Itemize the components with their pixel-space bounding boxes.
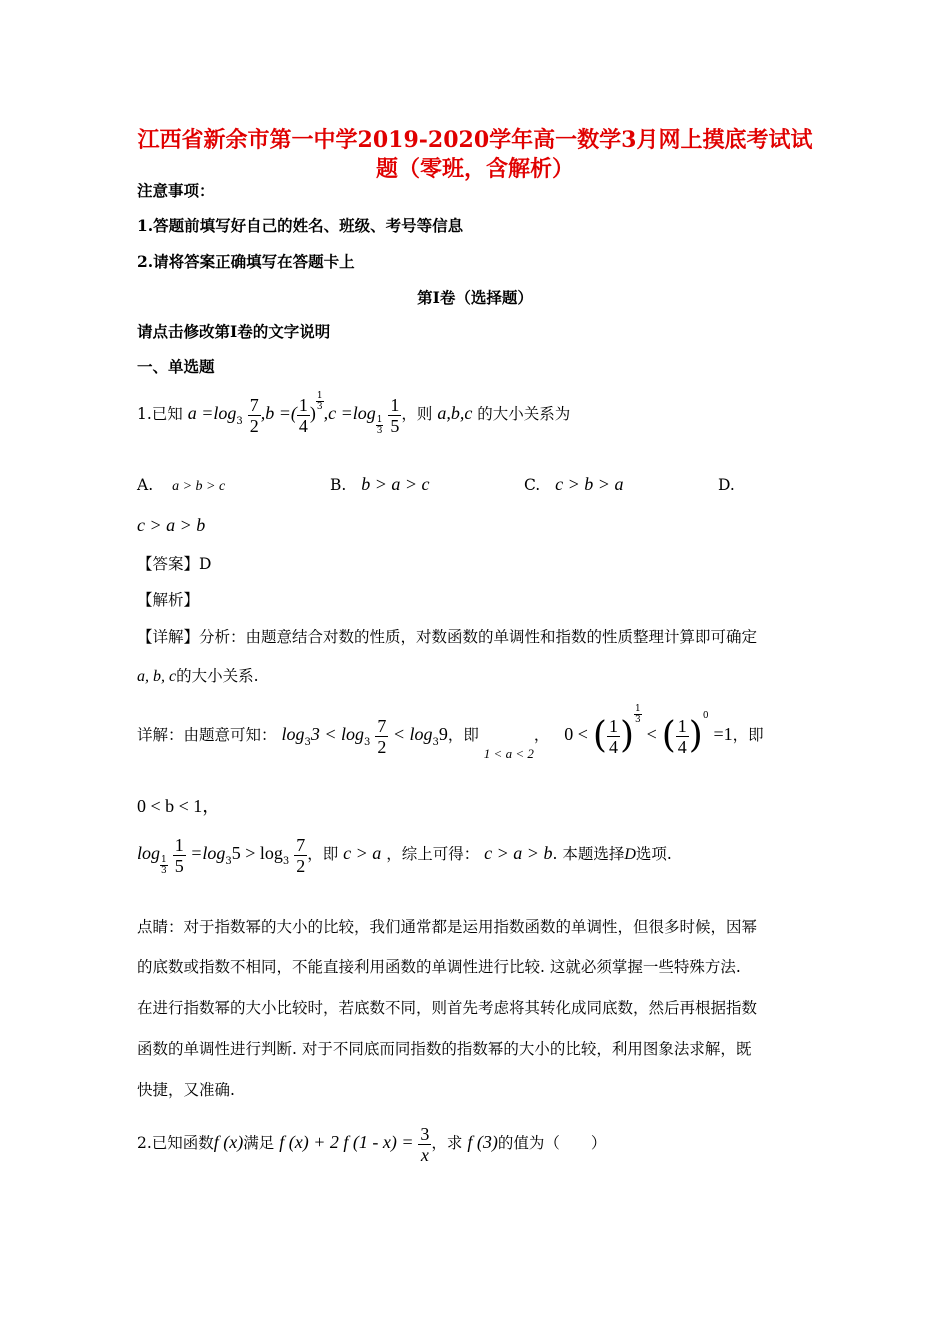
numerator: 1 [316,390,323,401]
log-b: 3 < log [310,724,364,744]
log-base: 3 [432,737,439,748]
option-d-text: c > a > b [137,515,206,535]
detail-text: 分析：由题意结合对数的性质，对数函数的单调性和指数的性质整理计算即可确定 [199,628,758,646]
comment-line-3: 在进行指数幂的大小比较时，若底数不同，则首先考虑将其转化成同底数，然后再根据指数 [137,999,758,1017]
option-b-label: B. [330,476,347,494]
q2-fx: f (x) [213,1132,244,1152]
q2-f3: f (3) [467,1132,498,1152]
denominator: 4 [608,736,618,757]
log-c-c: 5 > log [231,843,283,863]
log-d: 9 [438,724,448,744]
question-2-stem [137,1117,606,1168]
quarter-fraction-2 [676,716,689,757]
numerator: 1 [161,854,167,865]
q2-equation-left: f (x) + 2 f (1 - x) = [279,1132,414,1152]
b-range: 0 < b < 1， [137,796,221,816]
comment-line-1: 点睛：对于指数幂的大小的比较，我们通常都是运用指数函数的单调性，但很多时候，因幂 [137,918,758,936]
notice-item-2: 2.请将答案正确填写在答题卡上 [137,252,355,271]
log-a: log [281,724,305,744]
third-base [160,855,168,876]
detail-line-1 [137,625,757,647]
option-c-text: c > b > a [555,474,624,494]
seven-half-fraction [294,835,307,876]
comma: ， [533,726,550,744]
q1-suffix: 的大小关系为 [477,405,571,423]
third-exponent [634,704,642,725]
option-a-text: a > b > c [172,479,226,494]
numerator: 1 [634,703,641,714]
question-1-stem: 1.已知 $a =\log_3$ $\frac{7}{2}$ ,b =( $\frac{1}{4}$ ) $\frac{1}{3},c =\log$ $\frac{1}{3}$ $\frac{1}{5}$ ，则 a,b,c 的大小关系为 [137,390,571,436]
eq-one: =1 [713,724,733,744]
option-b[interactable] [330,474,430,495]
q2-satisfies: 满足 [243,1134,275,1152]
denominator: 5 [390,415,400,436]
q1-b-def: ,b =( [260,403,297,423]
q1-a-def: a =log [187,403,237,423]
numerator: 3 [420,1123,430,1144]
final-text: . 本题选择 [552,845,625,863]
q1-then: ，则 [401,405,433,423]
option-a-label: A. [137,476,154,494]
log-c: < log [388,724,433,744]
option-d-label: D. [718,476,735,494]
ji-2: ，即 [732,726,764,744]
numerator: 1 [298,394,308,415]
numerator: 1 [677,715,687,736]
volume-note: 请点击修改第Ⅰ卷的文字说明 [137,322,331,341]
option-a[interactable] [137,476,225,495]
denominator: 3 [634,714,641,725]
numerator: 1 [174,834,184,855]
document-title-line-1: 江西省新余市第一中学2019-2020学年高一数学3月网上摸底考试试 [137,127,813,153]
fifth-fraction [173,835,186,876]
q1-a-base: 3 [236,416,243,427]
detail-vars: a, b, c [137,668,177,685]
a-range: 1 < a < 2 [483,746,534,761]
log-base: 3 [364,737,371,748]
numerator: 1 [376,414,383,425]
denominator: 2 [296,855,306,876]
denominator: x [420,1144,429,1165]
q2-find: ，求 [431,1134,463,1152]
option-c-label: C. [524,476,541,494]
denominator: 3 [316,401,323,412]
work-line-3 [137,826,672,884]
answer-label: 【答案】 [137,555,200,573]
q1-prefix: 1.已知 [137,405,183,423]
ji: ，即 [447,726,479,744]
q1-b-exponent [316,391,324,412]
comment-line-5: 快捷，又准确. [137,1081,235,1099]
q2-prefix: 2.已知函数 [137,1134,214,1152]
notice-heading: 注意事项： [137,181,215,200]
option-d[interactable] [718,476,735,494]
work-prefix: 详解：由题意可知： [137,726,277,744]
log-base: 3 [282,856,290,867]
denominator: 2 [377,736,387,757]
answer-value: D [199,555,212,573]
log-base: 3 [304,737,311,748]
quarter-fraction [607,716,620,757]
option-b-text: b > a > c [361,474,430,494]
denominator: 5 [174,855,184,876]
detail-label: 【详解】 [137,628,200,646]
comment-line-2: 的底数或指数不相同，不能直接利用函数的单调性进行比较. 这就必须掌握一些特殊方法. [137,958,741,976]
answer-line [137,552,211,574]
q1-vars: a,b,c [437,403,473,423]
denominator: 3 [376,425,383,436]
final-order: c > a > b [484,843,553,863]
numerator: 7 [249,394,259,415]
work-line-1: 详解：由题意可知： $\log_33 < \log_3$ $\frac{7}{2}$ < $\log_39$，即 $_{1 < a < 2}$， 0 < ( $\frac{1}{4}$ ) $\frac{1}{3}$ < ( $\frac{1}{4}$ )$^0$ =1，即 [137,703,764,761]
q1-a-fraction [248,395,261,436]
final-d: D [624,846,636,863]
q2-fraction [418,1124,431,1165]
summary: ，综上可得： [386,845,480,863]
numerator: 7 [296,834,306,855]
denominator: 2 [249,415,259,436]
zero-exponent: 0 [702,711,709,721]
q1-c-def: ,c =log [323,403,376,423]
lt: < [646,724,657,744]
comment-line-4: 函数的单调性进行判断. 对于不同底而同指数的指数幂的大小的比较，利用图象法求解，既 [137,1040,752,1058]
detail-text-2: 的大小关系. [176,667,259,685]
document-title-line-2: 题（零班，含解析） [375,156,574,182]
c-gt-a: c > a [343,843,382,863]
analysis-label: 【解析】 [137,591,200,609]
part-title: 一、单选题 [137,357,215,376]
q1-c-fraction [388,395,401,436]
numerator: 7 [377,715,387,736]
zero-lt: 0 < [564,724,588,744]
denominator: 4 [298,415,308,436]
q1-c-base [376,415,384,436]
log-c-b: =log [185,843,226,863]
ji-3: ，即 [307,845,339,863]
denominator: 4 [677,736,687,757]
log-c-a: log [137,843,161,863]
q1-b-fraction [297,395,310,436]
volume-title: 第Ⅰ卷（选择题） [417,288,533,307]
option-c[interactable] [524,474,623,495]
detail-line-2 [137,664,259,686]
work-fraction-7-2 [375,716,388,757]
numerator: 1 [608,715,618,736]
q2-suffix: 的值为（ ） [497,1134,607,1152]
numerator: 1 [390,394,400,415]
log-base: 3 [225,856,232,867]
notice-item-1: 1.答题前填写好自己的姓名、班级、考号等信息 [137,216,464,235]
denominator: 3 [161,865,167,876]
final-end: 选项. [635,845,672,863]
